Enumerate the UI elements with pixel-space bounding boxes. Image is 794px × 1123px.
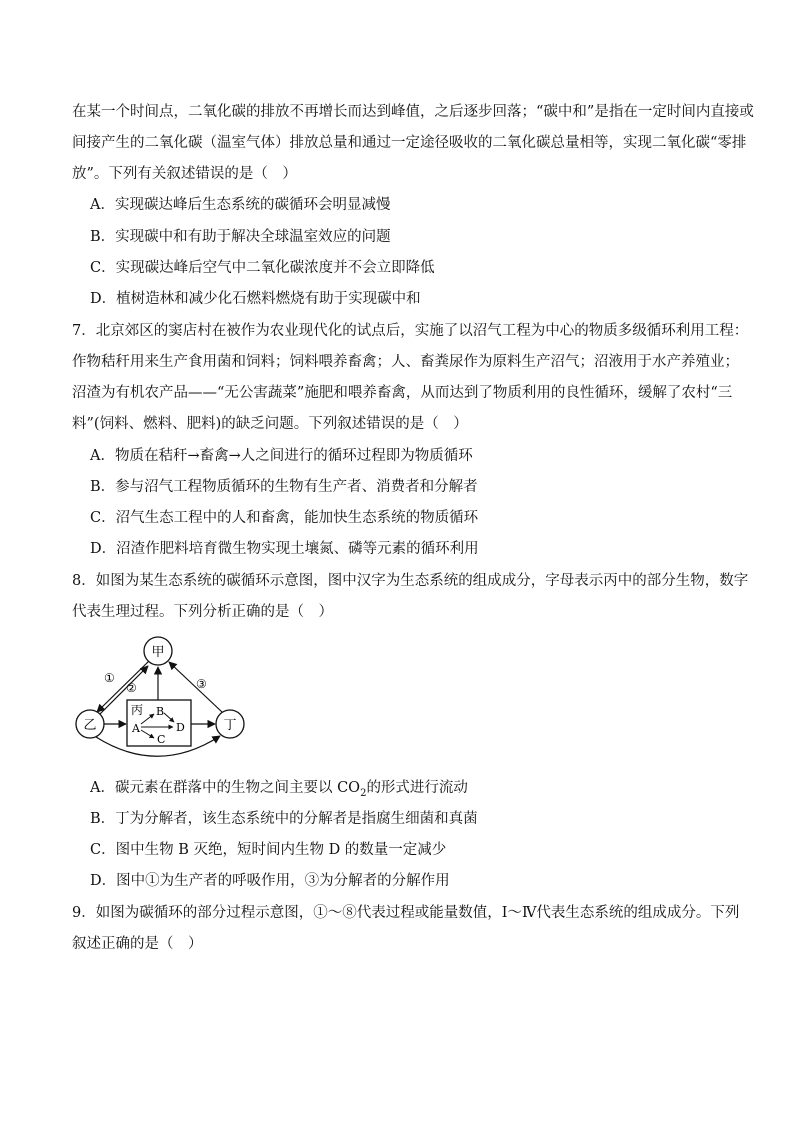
- q7-option-d: D．沼渣作肥料培育微生物实现土壤氮、磷等元素的循环利用: [90, 541, 479, 557]
- carbon-cycle-diagram: [66, 628, 256, 768]
- q6-stem-line-2: 间接产生的二氧化碳（温室气体）排放总量和通过一定途径吸收的二氧化碳总量相等，实现二氧化碳“零排: [72, 135, 747, 151]
- q8-option-d: D．图中①为生产者的呼吸作用，③为分解者的分解作用: [90, 873, 450, 889]
- node-ding-label: 丁: [223, 718, 237, 733]
- q7-option-b: B．参与沼气工程物质循环的生物有生产者、消费者和分解者: [90, 479, 478, 495]
- q6-option-d: D．植树造林和减少化石燃料燃烧有助于实现碳中和: [90, 291, 421, 307]
- q7-stem-line-4: 料”(饲料、燃料、肥料)的缺乏问题。下列叙述错误的是（ ）: [72, 416, 468, 432]
- q6-option-a: A．实现碳达峰后生态系统的碳循环会明显减慢: [90, 197, 391, 213]
- letter-c: C: [157, 733, 166, 746]
- q6-stem-line-1: 在某一个时间点，二氧化碳的排放不再增长而达到峰值，之后逐步回落；“碳中和”是指在一定时间内直接或: [72, 104, 754, 120]
- label-process-2: ②: [126, 681, 137, 695]
- q7-stem-line-1: 7．北京郊区的窦店村在被作为农业现代化的试点后，实施了以沼气工程为中心的物质多级循环利用工程：: [72, 323, 749, 339]
- letter-b: B: [156, 705, 165, 718]
- q7-option-c: C．沼气生态工程中的人和畜禽，能加快生态系统的物质循环: [90, 510, 479, 526]
- q6-option-c: C．实现碳达峰后空气中二氧化碳浓度并不会立即降低: [90, 260, 435, 276]
- q9-stem-line-2: 叙述正确的是（ ）: [72, 936, 203, 952]
- q8-stem-line-2: 代表生理过程。下列分析正确的是（ ）: [72, 604, 333, 620]
- q8-option-b: B．丁为分解者，该生态系统中的分解者是指腐生细菌和真菌: [90, 811, 478, 827]
- q8-option-c: C．图中生物 B 灭绝，短时间内生物 D 的数量一定减少: [90, 842, 447, 858]
- q8-option-a-tail: 的形式进行流动: [366, 780, 468, 796]
- node-yi-label: 乙: [83, 718, 97, 733]
- box-bing-label: 丙: [131, 703, 144, 717]
- label-process-3: ③: [196, 677, 207, 691]
- q9-stem-line-1: 9．如图为碳循环的部分过程示意图，①～⑧代表过程或能量数值，I～Ⅳ代表生态系统的组成成分。下列: [72, 905, 740, 921]
- arrow-a-to-c: [141, 730, 154, 738]
- letter-d: D: [176, 721, 185, 734]
- letter-a: A: [132, 722, 140, 735]
- q8-option-a-subscript: 2: [360, 787, 367, 799]
- q6-stem-line-3: 放”。下列有关叙述错误的是（ ）: [72, 166, 297, 182]
- node-jia-label: 甲: [151, 645, 165, 660]
- q7-stem-line-3: 沼渣为有机农产品——“无公害蔬菜”施肥和喂养畜禽，从而达到了物质利用的良性循环，缓解了农村“三: [72, 385, 733, 401]
- q7-stem-line-2: 作物秸秆用来生产食用菌和饲料；饲料喂养畜禽；人、畜粪尿作为原料生产沼气；沼液用于水产养殖业；: [72, 354, 739, 370]
- q8-option-a-text: A．碳元素在群落中的生物之间主要以 CO: [90, 780, 361, 796]
- q8-option-a: [90, 778, 468, 804]
- arrow-b-to-d: [164, 713, 174, 722]
- q6-option-b: B．实现碳中和有助于解决全球温室效应的问题: [90, 229, 391, 245]
- q8-stem-line-1: 8．如图为某生态系统的碳循环示意图，图中汉字为生态系统的组成成分，字母表示丙中的部分生物，数字: [72, 573, 749, 589]
- label-process-1: ①: [104, 671, 115, 685]
- q7-option-a: A．物质在秸秆→畜禽→人之间进行的循环过程即为物质循环: [90, 448, 473, 464]
